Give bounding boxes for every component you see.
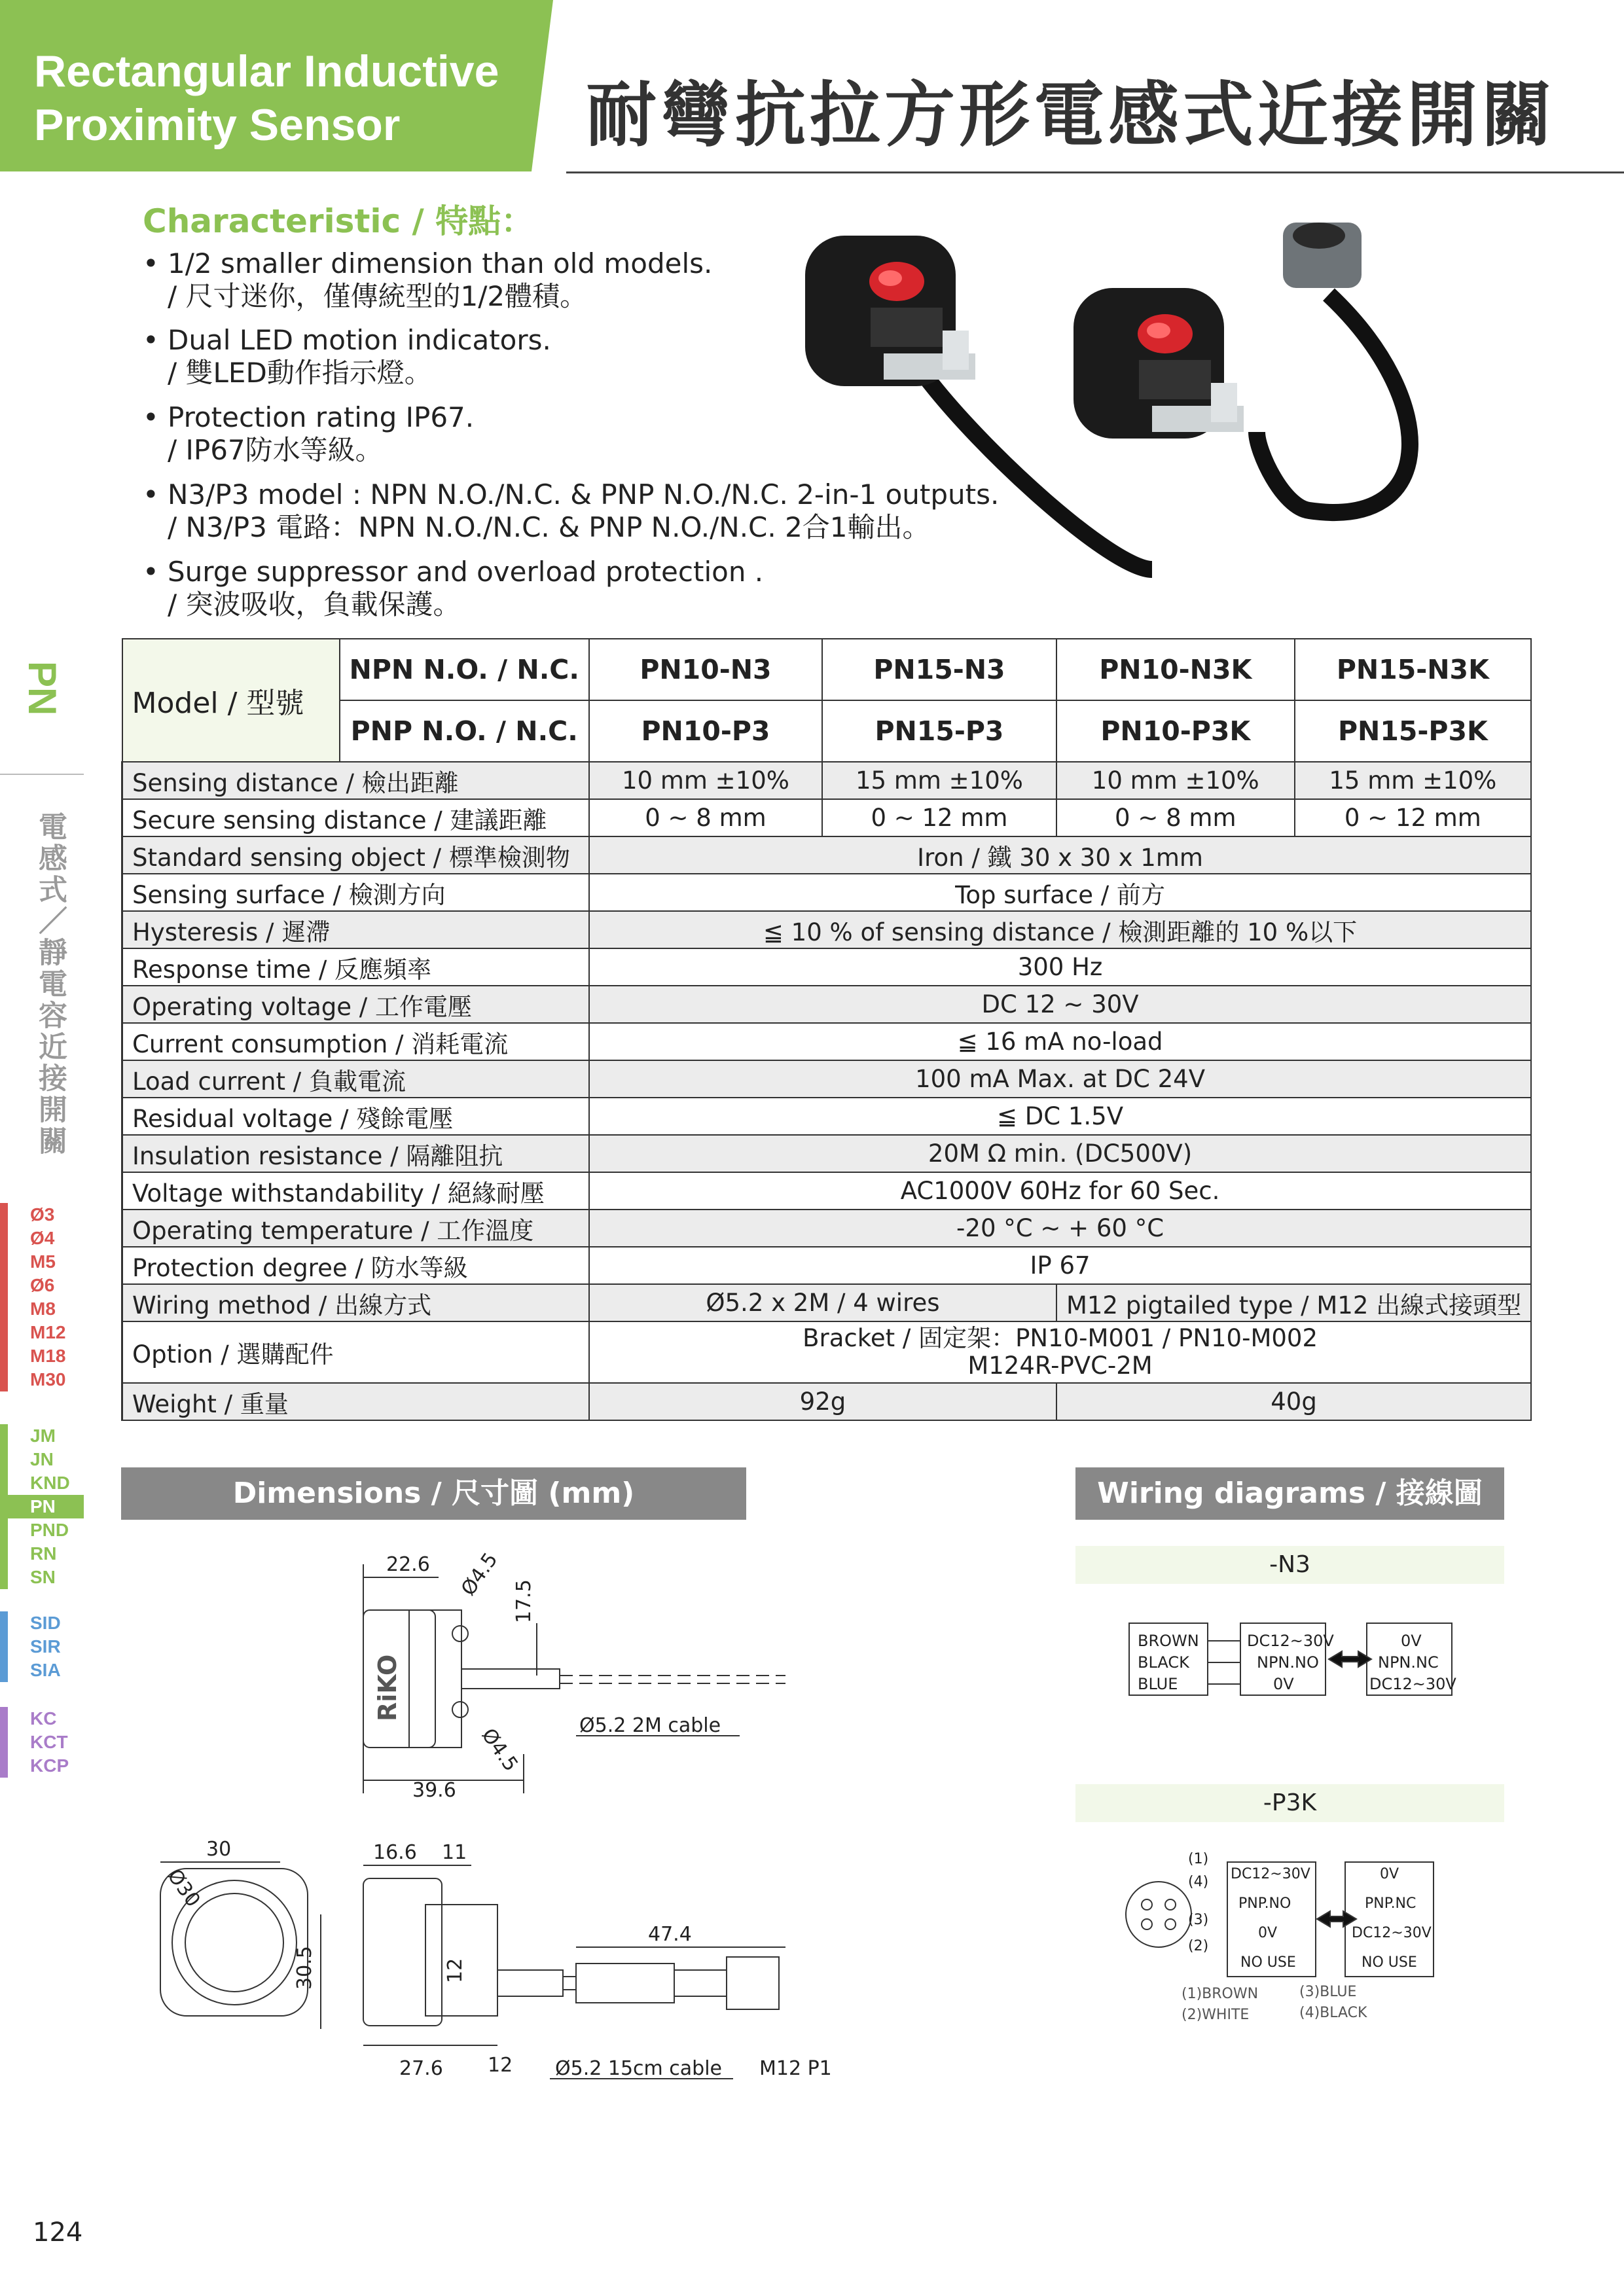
- terminal-label: NPN.NO: [1257, 1653, 1319, 1672]
- row-value: Bracket / 固定架：PN10-M001 / PN10-M002 M124R-PVC-2M: [589, 1321, 1531, 1383]
- table-row: [122, 1210, 1532, 1247]
- side-current-series: PN: [20, 661, 64, 716]
- side-group-bar: [0, 1424, 8, 1589]
- row-value: ≦ 10 % of sensing distance / 檢測距離的 10 %以下: [589, 911, 1531, 948]
- side-link[interactable]: Ø4: [30, 1228, 55, 1248]
- row-value: M12 pigtailed type / M12 出線式接頭型: [1056, 1284, 1531, 1321]
- row-value: ≦ DC 1.5V: [589, 1098, 1531, 1135]
- row-label: Residual voltage / 殘餘電壓: [122, 1098, 589, 1135]
- row-value: 40g: [1056, 1383, 1531, 1420]
- terminal-label: 0V: [1380, 1866, 1399, 1882]
- terminal-label: 0V: [1401, 1632, 1422, 1650]
- dim-top-width: 22.6: [386, 1553, 430, 1576]
- row-label: Weight / 重量: [122, 1383, 589, 1420]
- row-value: 10 mm ±10%: [1056, 762, 1295, 799]
- pin-label: (1): [1188, 1851, 1209, 1867]
- row-value: 10 mm ±10%: [589, 762, 822, 799]
- wire-label: BROWN: [1138, 1632, 1199, 1650]
- dim-top-length: 39.6: [412, 1779, 456, 1802]
- side-group-bar: [0, 1707, 8, 1778]
- pnp-label: PNP N.O. / N.C.: [340, 700, 589, 762]
- table-row: [122, 1023, 1532, 1060]
- row-value: 0 ~ 8 mm: [1056, 799, 1295, 836]
- row-value: ≦ 16 mA no-load: [589, 1023, 1531, 1060]
- side-link[interactable]: SN: [30, 1567, 56, 1587]
- side-link[interactable]: SIR: [30, 1636, 61, 1657]
- table-row: [122, 1135, 1532, 1172]
- table-row: [122, 1172, 1532, 1210]
- wiring-n3-diagram: [1126, 1617, 1466, 1721]
- row-value: 0 ~ 12 mm: [822, 799, 1056, 836]
- row-label: Hysteresis / 遲滯: [122, 911, 589, 948]
- table-row: [122, 762, 1532, 799]
- terminal-label: NPN.NC: [1378, 1653, 1439, 1672]
- row-value: AC1000V 60Hz for 60 Sec.: [589, 1172, 1531, 1210]
- characteristic-item: • Protection rating IP67. / IP67防水等級。: [143, 401, 475, 466]
- table-row: [122, 986, 1532, 1023]
- table-row: [122, 1383, 1532, 1420]
- side-link[interactable]: Ø6: [30, 1275, 55, 1295]
- title-zh: 耐彎抗拉方形電感式近接開關: [586, 75, 1557, 156]
- pin-label: (4): [1188, 1874, 1209, 1890]
- terminal-label: 0V: [1258, 1925, 1278, 1941]
- row-value: Ø5.2 x 2M / 4 wires: [589, 1284, 1056, 1321]
- side-link[interactable]: KCP: [30, 1755, 69, 1776]
- side-link[interactable]: M8: [30, 1299, 56, 1319]
- side-group-rect: [0, 1424, 84, 1589]
- row-label: Protection degree / 防水等級: [122, 1247, 589, 1284]
- characteristic-item: • N3/P3 model : NPN N.O./N.C. & PNP N.O./N.C. 2-in-1 outputs. / N3/P3 電路：NPN N.O./N.C. & PNP N.O./N.C. 2合1輸出。: [143, 478, 1000, 543]
- side-link[interactable]: RN: [30, 1543, 57, 1564]
- side-group-sid: [0, 1611, 84, 1682]
- dim-side-cable: Ø5.2 15cm cable: [555, 2057, 722, 2080]
- side-group-sizes: [0, 1203, 84, 1391]
- wire-label: BLACK: [1138, 1653, 1189, 1672]
- legend-label: (3)BLUE: [1299, 1984, 1357, 2000]
- table-row: [122, 1284, 1532, 1321]
- dim-side-d1: 16.6: [373, 1841, 417, 1864]
- side-link[interactable]: SIA: [30, 1660, 61, 1680]
- table-row: [122, 911, 1532, 948]
- row-label: Load current / 負載電流: [122, 1060, 589, 1098]
- row-value: IP 67: [589, 1247, 1531, 1284]
- model-cell: PN15-P3: [822, 700, 1056, 762]
- row-value: 15 mm ±10%: [822, 762, 1056, 799]
- spec-table: [121, 638, 1532, 1421]
- top-view: [363, 1549, 785, 1802]
- terminal-label: NO USE: [1240, 1954, 1296, 1971]
- row-label: Standard sensing object / 標準檢測物: [122, 836, 589, 874]
- dim-side-d5: 12: [488, 2054, 513, 2077]
- characteristic-item: • 1/2 smaller dimension than old models. / 尺寸迷你，僅傳統型的1/2體積。: [143, 247, 713, 312]
- row-value: 100 mA Max. at DC 24V: [589, 1060, 1531, 1098]
- side-link[interactable]: PND: [30, 1520, 69, 1540]
- side-link[interactable]: SID: [30, 1613, 61, 1633]
- dim-side-d3: 12: [444, 1958, 467, 1983]
- npn-label: NPN N.O. / N.C.: [340, 639, 589, 700]
- table-row: [122, 1098, 1532, 1135]
- side-link[interactable]: M30: [30, 1369, 66, 1390]
- model-cell: PN10-N3K: [1056, 639, 1295, 700]
- table-row: [122, 874, 1532, 911]
- model-cell: PN15-N3K: [1295, 639, 1532, 700]
- front-view: [160, 1838, 321, 2029]
- legend-label: (4)BLACK: [1299, 2005, 1367, 2021]
- row-label: Response time / 反應頻率: [122, 948, 589, 986]
- dimension-drawing: [131, 1538, 832, 2114]
- legend-label: (2)WHITE: [1182, 2007, 1250, 2023]
- side-category: 電感式／靜電容近接開關: [33, 812, 67, 1157]
- table-row: [122, 948, 1532, 986]
- dim-front-width: 30: [206, 1838, 232, 1861]
- legend-label: (1)BROWN: [1182, 1986, 1259, 2002]
- side-divider: [0, 774, 84, 775]
- terminal-label: PNP.NO: [1238, 1895, 1291, 1912]
- header-rule: [566, 171, 1624, 173]
- dim-top-height: 17.5: [513, 1579, 535, 1623]
- dim-hole-2: Ø4.5: [477, 1724, 523, 1776]
- model-cell: PN10-N3: [589, 639, 822, 700]
- model-cell: PN10-P3: [589, 700, 822, 762]
- row-label: Current consumption / 消耗電流: [122, 1023, 589, 1060]
- wiring-p3k-diagram: [1113, 1846, 1479, 2029]
- row-value: DC 12 ~ 30V: [589, 986, 1531, 1023]
- pin-label: (3): [1188, 1912, 1209, 1928]
- row-label: Sensing surface / 檢測方向: [122, 874, 589, 911]
- characteristic-item: • Surge suppressor and overload protection . / 突波吸收，負載保護。: [143, 556, 764, 620]
- dim-front-height: 30.5: [293, 1946, 316, 1990]
- title-en: Rectangular Inductive Proximity Sensor: [34, 46, 499, 150]
- wiring-header: Wiring diagrams / 接線圖: [1075, 1467, 1504, 1520]
- side-view: [363, 1841, 832, 2080]
- side-link[interactable]: M18: [30, 1346, 66, 1366]
- table-row: [122, 1321, 1532, 1383]
- row-value: 0 ~ 12 mm: [1295, 799, 1532, 836]
- wiring-n3-label: -N3: [1075, 1546, 1504, 1584]
- table-row: [122, 1247, 1532, 1284]
- wiring-p3k-label: -P3K: [1075, 1784, 1504, 1822]
- dim-front-dia: Ø30: [162, 1865, 205, 1912]
- wire-label: BLUE: [1138, 1675, 1178, 1693]
- terminal-label: DC12~30V: [1247, 1632, 1334, 1650]
- row-label: Operating voltage / 工作電壓: [122, 986, 589, 1023]
- side-group-bar: [0, 1203, 8, 1391]
- row-value: Iron / 鐵 30 x 30 x 1mm: [589, 836, 1531, 874]
- model-cell: PN10-P3K: [1056, 700, 1295, 762]
- row-label: Wiring method / 出線方式: [122, 1284, 589, 1321]
- dim-side-d6: 47.4: [648, 1923, 692, 1946]
- characteristic-title: Characteristic / 特點：: [143, 202, 534, 240]
- side-link[interactable]: M12: [30, 1322, 66, 1342]
- terminal-label: PNP.NC: [1365, 1895, 1416, 1912]
- model-cell: PN15-N3: [822, 639, 1056, 700]
- sensor-photo: [785, 203, 1506, 596]
- row-label: Voltage withstandability / 絕緣耐壓: [122, 1172, 589, 1210]
- terminal-label: NO USE: [1362, 1954, 1417, 1971]
- side-link[interactable]: KND: [30, 1473, 70, 1493]
- table-row: [122, 799, 1532, 836]
- model-cell: PN15-P3K: [1295, 700, 1532, 762]
- table-row: [122, 1060, 1532, 1098]
- row-value: 15 mm ±10%: [1295, 762, 1532, 799]
- row-value: 92g: [589, 1383, 1056, 1420]
- model-label: Model / 型號: [122, 639, 340, 762]
- row-label: Option / 選購配件: [122, 1321, 589, 1383]
- side-link[interactable]: Ø3: [30, 1204, 55, 1225]
- row-value: 20M Ω min. (DC500V): [589, 1135, 1531, 1172]
- dim-side-connector: M12 P1: [759, 2057, 832, 2080]
- side-group-kc: [0, 1707, 84, 1778]
- dim-hole-1: Ø4.5: [456, 1549, 503, 1600]
- pin-label: (2): [1188, 1938, 1209, 1954]
- terminal-label: DC12~30V: [1231, 1866, 1310, 1882]
- page-number: 124: [33, 2217, 83, 2248]
- side-link[interactable]: KC: [30, 1708, 57, 1729]
- row-label: Operating temperature / 工作溫度: [122, 1210, 589, 1247]
- dim-side-d4: 27.6: [399, 2057, 443, 2080]
- side-link[interactable]: KCT: [30, 1732, 68, 1752]
- row-label: Insulation resistance / 隔離阻抗: [122, 1135, 589, 1172]
- brand-mark: RiKO: [373, 1654, 402, 1721]
- table-row: [122, 836, 1532, 874]
- side-link[interactable]: JM: [30, 1426, 56, 1446]
- characteristic-item: • Dual LED motion indicators. / 雙LED動作指示燈。: [143, 324, 551, 389]
- row-value: Top surface / 前方: [589, 874, 1531, 911]
- row-value: 300 Hz: [589, 948, 1531, 986]
- row-label: Secure sensing distance / 建議距離: [122, 799, 589, 836]
- row-label: Sensing distance / 檢出距離: [122, 762, 589, 799]
- terminal-label: DC12~30V: [1369, 1675, 1456, 1693]
- dim-side-d2: 11: [442, 1841, 467, 1864]
- side-link[interactable]: JN: [30, 1449, 54, 1469]
- row-value: 0 ~ 8 mm: [589, 799, 822, 836]
- side-link[interactable]: M5: [30, 1251, 56, 1272]
- dim-top-cable: Ø5.2 2M cable: [579, 1714, 721, 1737]
- side-group-bar: [0, 1611, 8, 1682]
- row-value: -20 °C ~ + 60 °C: [589, 1210, 1531, 1247]
- terminal-label: DC12~30V: [1352, 1925, 1432, 1941]
- side-link-selected[interactable]: PN: [0, 1495, 84, 1518]
- dimensions-header: Dimensions / 尺寸圖 (mm): [121, 1467, 746, 1520]
- terminal-label: 0V: [1273, 1675, 1294, 1693]
